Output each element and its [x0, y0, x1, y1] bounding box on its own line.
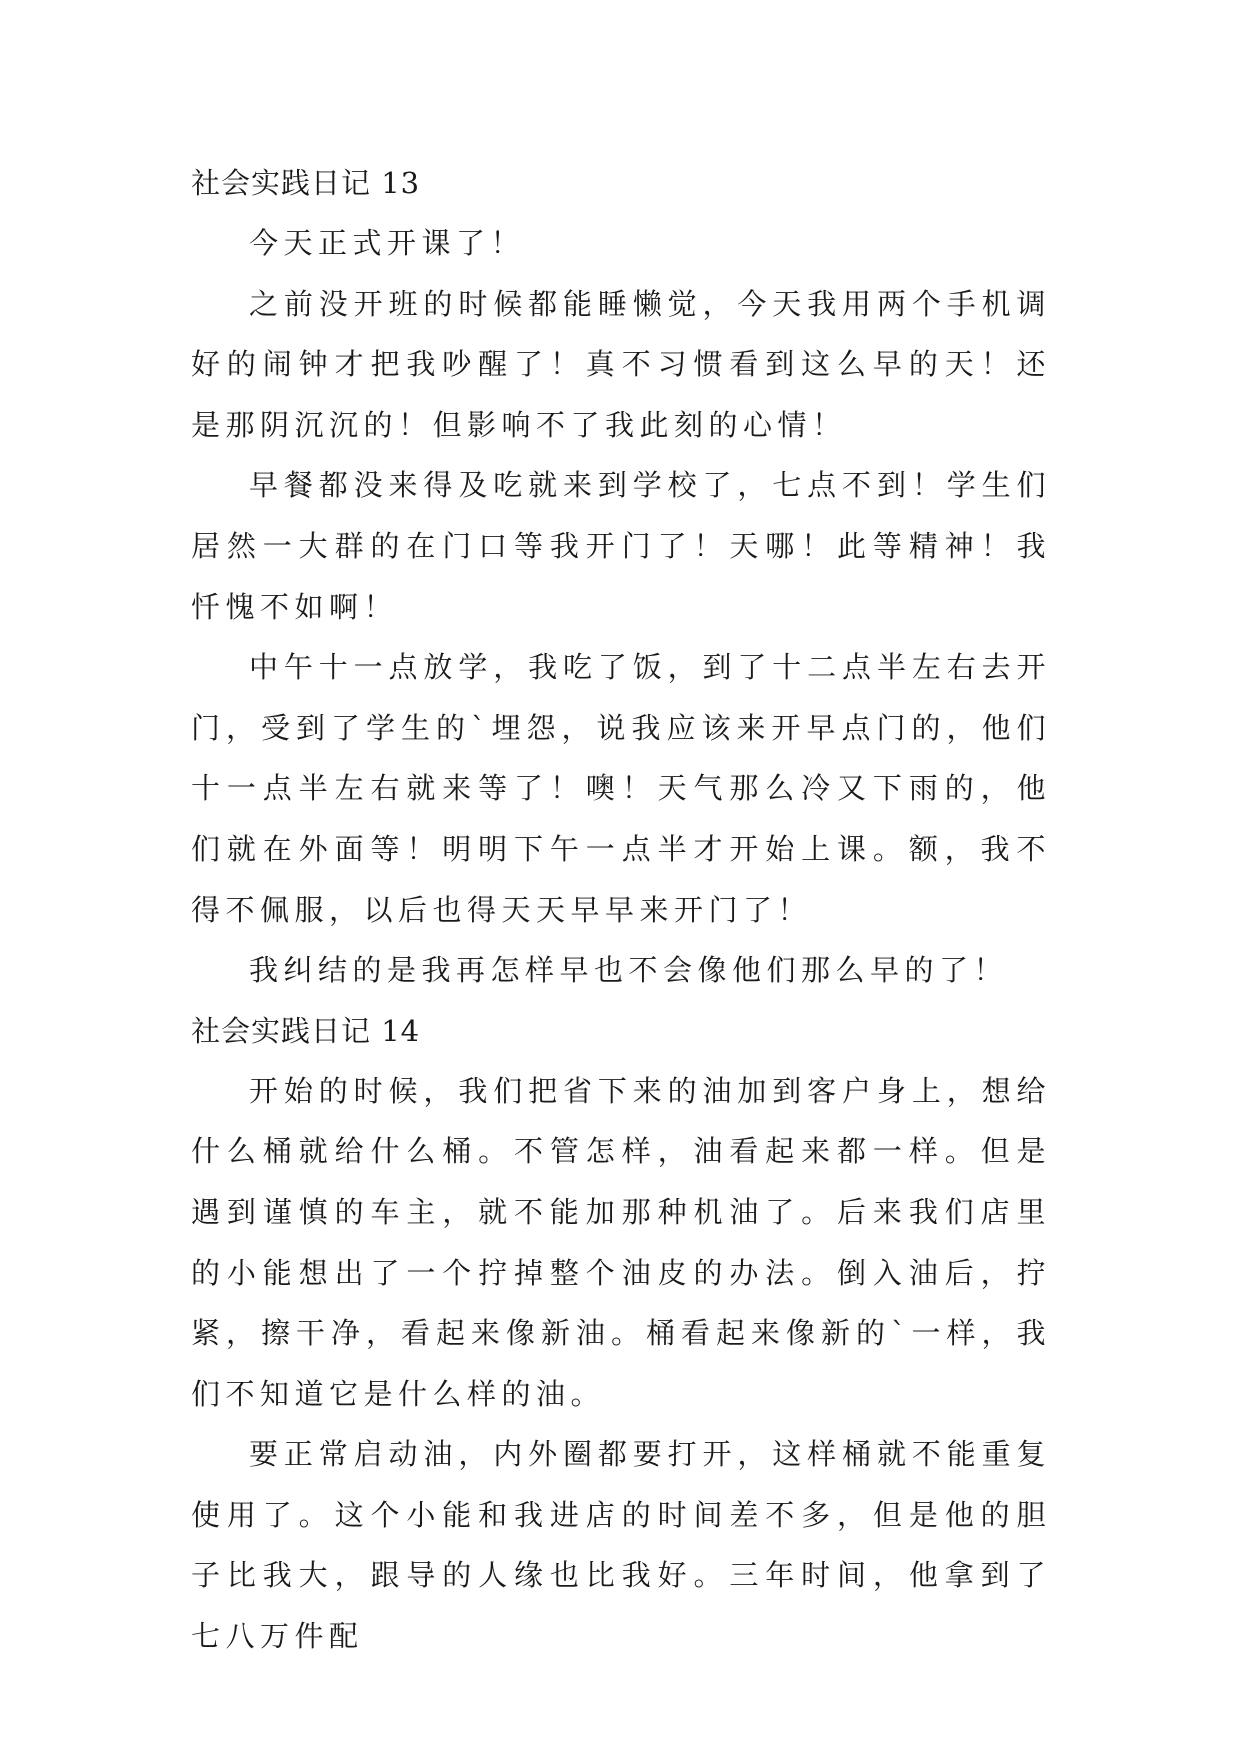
entry-paragraph: 要正常启动油，内外圈都要打开，这样桶就不能重复使用了。这个小能和我进店的时间差不多，但是他的胆子比我大，跟导的人缘也比我好。三年时间，他拿到了七八万件配: [191, 1437, 1051, 1654]
entry-paragraph: 之前没开班的时候都能睡懒觉，今天我用两个手机调好的闹钟才把我吵醒了！真不习惯看到这么早的天！还是那阴沉沉的！但影响不了我此刻的心情！: [191, 286, 1051, 442]
entry-paragraph: 早餐都没来得及吃就来到学校了，七点不到！学生们居然一大群的在门口等我开门了！天哪！此等精神！我忏愧不如啊！: [191, 468, 1051, 624]
entry-paragraph: 今天正式开课了！: [249, 226, 526, 260]
entry-title: 社会实践日记 13: [191, 166, 421, 200]
document-page: [191, 153, 1051, 1667]
entry-title: 社会实践日记 14: [191, 1013, 421, 1048]
diary-entry-14: [191, 1001, 1051, 1667]
entry-paragraph: 中午十一点放学，我吃了饭，到了十二点半左右去开门，受到了学生的`埋怨，说我应该来开早点门的，他们十一点半左右就来等了！噢！天气那么冷又下雨的，他们就在外面等！明明下午一点半才开始上课。额，我不得不佩服，以后也得天天早早来开门了！: [191, 650, 1051, 927]
entry-paragraph: 我纠结的是我再怎样早也不会像他们那么早的了！: [249, 953, 1009, 988]
entry-paragraph: 开始的时候，我们把省下来的油加到客户身上，想给什么桶就给什么桶。不管怎样，油看起来都一样。但是遇到谨慎的车主，就不能加那种机油了。后来我们店里的小能想出了一个拧掉整个油皮的办法。倒入油后，拧紧，擦干净，看起来像新油。桶看起来像新的`一样，我们不知道它是什么样的油。: [191, 1073, 1051, 1411]
diary-entry-13: [191, 153, 1051, 1001]
